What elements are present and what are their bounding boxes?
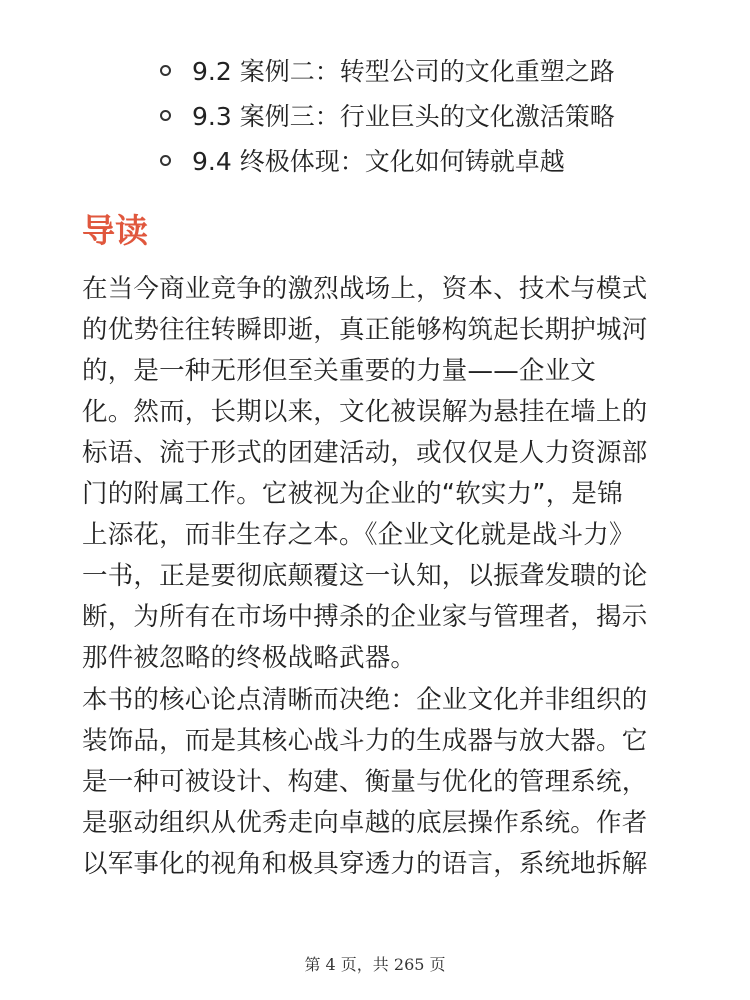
paragraph-line: 在当今商业竞争的激烈战场上，资本、技术与模式: [82, 274, 648, 304]
toc-item: [160, 142, 615, 187]
paragraph-line: 是一种可被设计、构建、衡量与优化的管理系统，: [82, 767, 648, 797]
circle-bullet-icon: [160, 155, 171, 166]
toc-item: [160, 52, 615, 97]
toc-item-label: 9.2 案例二：转型公司的文化重塑之路: [192, 57, 615, 86]
paragraph-line: 化。然而，长期以来，文化被误解为悬挂在墙上的: [82, 397, 648, 427]
paragraph-line: 装饰品，而是其核心战斗力的生成器与放大器。它: [82, 726, 648, 756]
paragraph-line: 的，是一种无形但至关重要的力量——企业文: [82, 356, 597, 386]
page-number: 第 4 页，共 265 页: [304, 955, 446, 974]
paragraph-line: 那件被忽略的终极战略武器。: [82, 643, 417, 673]
paragraph-line: 断，为所有在市场中搏杀的企业家与管理者，揭示: [82, 602, 648, 632]
circle-bullet-icon: [160, 65, 171, 76]
paragraph-line: 本书的核心论点清晰而决绝：企业文化并非组织的: [82, 685, 648, 715]
paragraph: [82, 269, 672, 679]
paragraph-line: 门的附属工作。它被视为企业的“软实力”，是锦: [82, 479, 623, 509]
toc-list: [160, 52, 615, 187]
toc-item: [160, 97, 615, 142]
paragraph-line: 的优势往往转瞬即逝，真正能够构筑起长期护城河: [82, 315, 648, 345]
toc-item-label: 9.3 案例三：行业巨头的文化激活策略: [192, 102, 615, 131]
paragraph-line: 以军事化的视角和极具穿透力的语言，系统地拆解: [82, 849, 648, 879]
section-heading: 导读: [82, 211, 148, 250]
toc-item-label: 9.4 终极体现：文化如何铸就卓越: [192, 147, 565, 176]
paragraph-line: 标语、流于形式的团建活动，或仅仅是人力资源部: [82, 438, 648, 468]
paragraph-line: 一书，正是要彻底颠覆这一认知，以振聋发聩的论: [82, 561, 648, 591]
paragraph-line: 是驱动组织从优秀走向卓越的底层操作系统。作者: [82, 808, 648, 838]
paragraph: [82, 680, 672, 885]
paragraph-line: 上添花，而非生存之本。《企业文化就是战斗力》: [82, 520, 635, 550]
circle-bullet-icon: [160, 110, 171, 121]
